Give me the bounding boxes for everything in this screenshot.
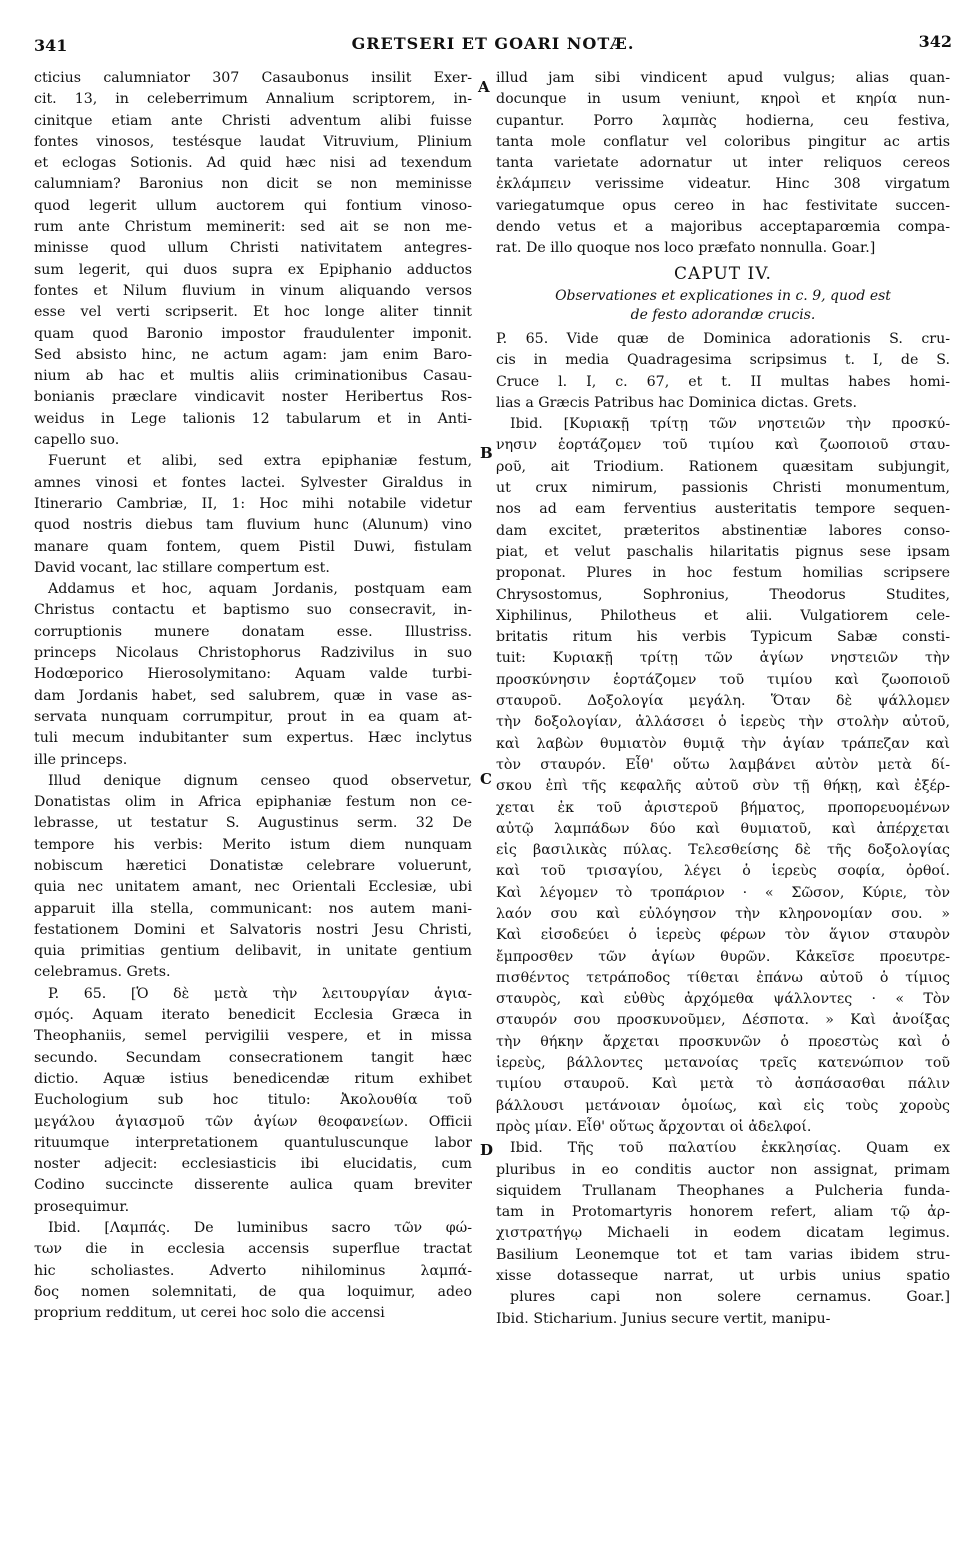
text-line: nium ab hac et multis aliis criminationibus Casau- <box>34 368 472 385</box>
text-line: ροῦ, ait Triodium. Rationem quæsitam subjungit, <box>496 458 950 475</box>
text-line: quod legerit ullum auctorem qui fontium vinoso- <box>34 197 472 214</box>
text-line: σταυρόν σου προσκυνοῦμεν, Δέσποτα. » Καὶ ἀνοίξας <box>496 1012 950 1029</box>
text-line: Καὶ λέγομεν τὸ τροπάριον · « Σῶσον, Κύριε, τὸν <box>496 884 950 901</box>
text-line: tanta varietate adornatur ut inter reliquos cereos <box>496 155 950 172</box>
margin-marker-d: D <box>480 1141 494 1159</box>
text-line: σμός. Aquam iterato benedicit Ecclesia Græca in <box>34 1007 472 1024</box>
text-line: τὸν σταυρόν. Εἶθ' οὕτω λαμβάνει αὐτὸν μετὰ δί- <box>496 756 950 773</box>
text-line: calumniam? Baronius non dicit se non meminisse <box>34 176 472 193</box>
text-line: Xiphilinus, Philotheus et alii. Vulgatiorem cele- <box>496 607 950 624</box>
text-line: capello suo. <box>34 432 120 449</box>
text-line: hic scholiastes. Adverto nihilominus λαμπά- <box>34 1262 472 1279</box>
text-line: plures capi non solere cernamus. Goar.] <box>510 1289 950 1306</box>
text-line: celebramus. Grets. <box>34 964 171 981</box>
text-line: Fuerunt et alibi, sed extra epiphaniæ festum, <box>48 453 472 470</box>
text-line: καὶ τοῦ τρισαγίου, λέγει ὁ ἱερεὺς σοφία, ὀρθοί. <box>496 863 950 880</box>
text-line: dendo vetus et a majoribus acceptaparœmia compa- <box>496 219 950 236</box>
text-line: dictio. Aquæ istius benedicendæ ritum exhibet <box>34 1070 472 1087</box>
text-line: cit. 13, in celeberrimum Annalium scriptorem, in- <box>34 91 472 108</box>
text-line: minisse quod ullum Christi nativitatem antegres- <box>34 240 472 257</box>
page-number-right: 342 <box>918 32 952 51</box>
text-line: festationem Domini et Salvatoris nostri Jesu Christi, <box>34 921 472 938</box>
text-line: docunque in usum veniunt, κηροὶ et κηρία nun- <box>496 91 950 108</box>
text-line: σταυρὸς, καὶ εὐθὺς ἀρχόμεθα ψάλλοντες · « Τὸν <box>496 991 950 1008</box>
text-line: tanta mole conflatur vel coloribus pingitur ac artis <box>496 133 950 150</box>
text-line: λαόν σου καὶ εὐλόγησον τὴν κληρονομίαν σου. » <box>496 905 950 922</box>
text-line: Christus contactu et baptismo suo consecravit, in- <box>34 602 472 619</box>
text-line: προσκύνησιν ἑορτάζομεν τοῦ τιμίου καὶ ζωοποιοῦ <box>496 671 950 688</box>
text-line: rat. De illo quoque nos loco præfato nonnulla. Goar.] <box>496 240 876 257</box>
text-line: prosequimur. <box>34 1198 130 1215</box>
text-line: proponat. Plures in hoc festum homilias scripsere <box>496 565 950 582</box>
text-line: δος nomen solemnitati, de qua loquimur, adeo <box>34 1283 472 1300</box>
text-line: lebrasse, ut testatur S. Augustinus serm. 32 De <box>34 815 472 832</box>
text-line: P. 65. Vide quæ de Dominica adorationis S. cru- <box>496 330 950 347</box>
text-line: χεται ἐκ τοῦ ἀριστεροῦ βήματος, προπορευομένων <box>496 799 950 816</box>
text-line: cis in media Quadragesima scripsimus t. I, de S. <box>496 352 950 369</box>
text-line: dam Jordanis habet, sed salubrem, quæ in vase as- <box>34 687 472 704</box>
text-line: πισθέντος τετράποδος τίθεται ἐπάνω αὐτοῦ ὁ τίμιος <box>496 969 950 986</box>
text-line: Ibid. [Κυριακῇ τρίτῃ τῶν νηστειῶν τὴν προσκύ- <box>510 416 950 433</box>
text-line: princeps Nicolaus Christophorus Radzivilus in suo <box>34 645 472 662</box>
text-line: Itinerario Cambriæ, II, 1: Hoc mihi notabile videtur <box>34 495 472 512</box>
text-line: servata nunquam corrumpitur, prout in ea quam at- <box>34 708 472 725</box>
text-line: μεγάλου ἁγιασμοῦ τῶν ἁγίων θεοφανείων. Officii <box>34 1113 472 1130</box>
text-line: Hodœporico Hierosolymitano: Aquam valde turbi- <box>34 666 472 683</box>
right-column-top-text <box>496 68 950 260</box>
text-line: Chrysostomus, Sophronius, Theodorus Studites, <box>496 586 950 603</box>
text-line: ille princeps. <box>34 751 128 768</box>
text-line: ut crux nimirum, passionis Christi monumentum, <box>496 480 950 497</box>
text-line: βάλλουσι μετάνοιαν ὁμοίως, καὶ εἰς τοὺς χοροὺς <box>496 1097 950 1114</box>
text-line: secundo. Secundam consecrationem tangit hæc <box>34 1049 472 1066</box>
text-line: illud jam sibi vindicent apud vulgus; alias quan- <box>496 70 950 86</box>
text-line: αὐτῷ λαμπάδων δύο καὶ θυμιατοῦ, καὶ ἀπέρχεται <box>496 820 950 837</box>
text-line: pluribus in eo conditis auctor non assignat, primam <box>496 1161 950 1178</box>
text-line: quam quod Baronio impostor fraudulenter imponit. <box>34 325 472 342</box>
text-line: siquidem Trullanam Theophanes a Pulcheria funda- <box>496 1182 950 1199</box>
text-line: dam excitet, præteritos abstinentiæ labores conso- <box>496 522 950 539</box>
text-line: weidus in Lege talionis 12 tabularum et in Anti- <box>34 410 472 427</box>
chapter-subtitle-line-1: Observationes et explicationes in c. 9, quod est <box>555 287 891 304</box>
text-line: esse vel verti scripserit. Et hoc longe aliter tinnit <box>34 304 472 321</box>
text-line: καὶ λαβὼν θυμιατὸν θυμιᾷ τὴν ἁγίαν τράπεζαν καὶ <box>496 735 950 752</box>
text-line: πρὸς μίαν. Εἶθ' οὕτως ἄρχονται οἱ ἀδελφοί. <box>496 1118 812 1135</box>
text-line: Ibid. [Λαμπάς. De luminibus sacro τῶν φώ- <box>48 1220 472 1237</box>
text-line: cinitque etiam ante Christi adventum alibi fuisse <box>34 112 472 129</box>
text-line: cticius calumniator 307 Casaubonus insilit Exer- <box>34 70 472 86</box>
text-line: fontes et Nilum fluvium in vinum aliquando versos <box>34 282 472 299</box>
text-line: ἔμπροσθεν τῶν ἁγίων θυρῶν. Κἀκεῖσε προευτρε- <box>496 948 950 965</box>
page-header <box>34 14 952 55</box>
text-line: fontes vinosos, testésque laudat Vitruvium, Plinium <box>34 133 472 150</box>
text-line: Cruce l. I, c. 67, et t. II multas habes homi- <box>496 373 950 390</box>
text-line: sum legerit, qui duos supra ex Epiphanio adductos <box>34 261 472 278</box>
text-line: P. 65. [Ὁ δὲ μετὰ τὴν λειτουργίαν ἁγια- <box>48 985 472 1002</box>
text-line: piat, et velut paschalis hilaritatis pignus sese ipsam <box>496 543 950 560</box>
text-line: bonianis præclare vindicavit noster Heribertus Ros- <box>34 389 472 406</box>
text-line: Basilium Leonemque tot et tam varias ibidem stru- <box>496 1246 950 1263</box>
text-line: tuit: Κυριακῇ τρίτῃ τῶν ἁγίων νηστειῶν τὴν <box>496 650 950 667</box>
text-line: χιστρατήγῳ Michaeli in eodem dicatam legimus. <box>496 1225 950 1242</box>
text-line: corruptionis munere donatam esse. Illustriss. <box>34 623 472 640</box>
text-line: quia nec unitatem amant, nec Orientali Ecclesiæ, ubi <box>34 879 472 896</box>
text-line: Sed absisto hinc, ne actum agam: jam enim Baro- <box>34 346 472 363</box>
text-line: νησιν ἑορτάζομεν τοῦ τιμίου καὶ ζωοποιοῦ σταυ- <box>496 437 950 454</box>
text-line: amnes vinosi et fontes lactei. Sylvester Giraldus in <box>34 474 472 491</box>
text-line: Ibid. Sticharium. Junius secure vertit, manipu- <box>496 1310 831 1327</box>
text-line: Illud denique dignum censeo quod observetur, <box>48 772 472 789</box>
right-column-bottom-text <box>496 329 950 1330</box>
text-line: David vocant, lac stillare compertum est. <box>34 559 330 576</box>
chapter-heading: CAPUT IV. <box>674 263 772 284</box>
text-line: tuli mecum indubitanter sum expertus. Hæc inclytus <box>34 730 472 747</box>
text-line: τιμίου σταυροῦ. Καὶ μετὰ τὸ ἀσπάσασθαι πάλιν <box>496 1076 950 1093</box>
text-line: εἰς βασιλικὰς πύλας. Τελεσθείσης δὲ τῆς δοξολογίας <box>496 842 950 859</box>
text-line: xisse dotasseque narrat, ut urbis unius spatio <box>496 1268 950 1285</box>
text-line: quod nostris diebus tam fluvium hunc (Alunum) vino <box>34 517 472 534</box>
text-line: nos ad eam ferventius austeritatis tempore sequen- <box>496 501 950 518</box>
text-line: Donatistas olim in Africa epiphaniæ festum non ce- <box>34 794 472 811</box>
text-line: cupantur. Porro λαμπὰς hodierna, ceu festiva, <box>496 112 950 129</box>
text-line: apparuit illa stella, communicant: nos autem mani- <box>34 900 472 917</box>
text-line: τὴν δοξολογίαν, ἀλλάσσει ὁ ἱερεὺς τὴν στολὴν αὐτοῦ, <box>496 714 950 731</box>
text-line: σταυροῦ. Δοξολογία μεγάλη. Ὅταν δὲ ψάλλομεν <box>496 693 950 710</box>
text-line: nobiscum hæretici Donatistæ celebrare voluerunt, <box>34 857 472 874</box>
text-line: manare quam fontem, quem Pistil Duwi, fistulam <box>34 538 472 555</box>
text-line: rituumque interpretationem quantuluscunque labor <box>34 1134 472 1151</box>
text-line: variegatumque opus cereo in hac festivitate succen- <box>496 197 950 214</box>
text-line: noster adjecit: ecclesiasticis ibi elucidatis, cum <box>34 1156 472 1173</box>
text-line: et eclogas Sotionis. Ad quid hæc nisi ad texendum <box>34 155 472 172</box>
text-line: proprium redditum, ut cerei hoc solo die accensi <box>34 1305 385 1322</box>
text-line: Addamus et hoc, aquam Jordanis, postquam eam <box>48 581 472 598</box>
right-column <box>496 68 950 1330</box>
chapter-subtitle-line-2: de festo adorandæ crucis. <box>630 306 816 323</box>
margin-marker-a: A <box>478 78 490 96</box>
text-line: Euchologium sub hoc titulo: Ἀκολουθία τοῦ <box>34 1092 472 1109</box>
text-line: ἐκλάμπειν verissime videatur. Hinc 308 virgatum <box>496 176 950 193</box>
text-line: Καὶ εἰσοδεύει ὁ ἱερεὺς φέρων τὸν ἅγιον σταυρὸν <box>496 927 950 944</box>
text-line: rum ante Christum meminerit: sed ait se non me- <box>34 219 472 236</box>
text-line: lias a Græcis Patribus hac Dominica dictas. Grets. <box>496 394 857 411</box>
text-line: Theophaniis, semel pervigilii vespere, et in missa <box>34 1028 472 1045</box>
text-line: των die in ecclesia accensis superflue tractat <box>34 1241 472 1258</box>
text-line: τὴν θήκην ἄρχεται προσκυνῶν ὁ προεστὼς καὶ ὁ <box>496 1033 950 1050</box>
margin-marker-b: B <box>480 444 493 462</box>
text-line: Codino succincte disserente aulica quam breviter <box>34 1177 472 1194</box>
text-line: britatis ritum his verbis Typicum Sabæ consti- <box>496 629 950 646</box>
text-line: tam in Protomartyris honorem refert, aliam τῷ ἀρ- <box>496 1204 950 1221</box>
text-line: quia primitias gentium delibavit, in unitate gentium <box>34 943 472 960</box>
left-column <box>34 68 472 1325</box>
page-number-left: 341 <box>34 36 68 55</box>
text-line: tempore his verbis: Merito istum diem nunquam <box>34 836 472 853</box>
text-line: ἱερεὺς, βάλλοντες μετανοίας τρεῖς κατενώπιον τοῦ <box>496 1055 950 1072</box>
running-title: GRETSERI ET GOARI NOTÆ. <box>351 34 635 53</box>
margin-marker-c: C <box>480 770 492 788</box>
text-line: σκου ἐπὶ τῆς κεφαλῆς αὐτοῦ σὺν τῇ θήκῃ, καὶ ἐξέρ- <box>496 778 950 795</box>
text-line: Ibid. Τῆς τοῦ παλατίου ἐκκλησίας. Quam ex <box>510 1140 950 1157</box>
